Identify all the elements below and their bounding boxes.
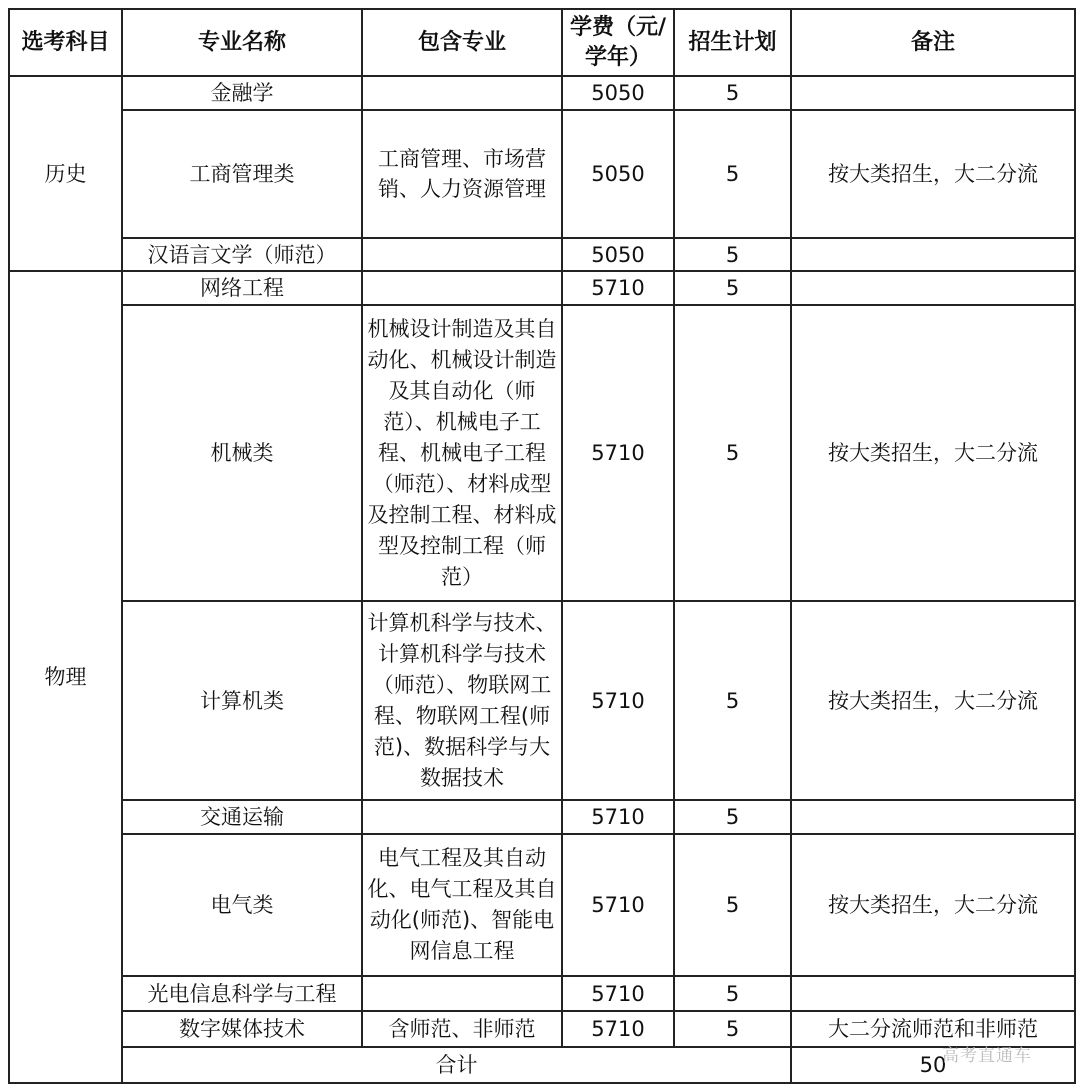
tuition-cell: 5710 <box>562 800 674 834</box>
tuition-cell: 5710 <box>562 305 674 601</box>
major-cell: 光电信息科学与工程 <box>122 976 362 1011</box>
plan-cell: 5 <box>674 1011 791 1047</box>
includes-cell <box>362 238 562 271</box>
table-row <box>9 601 1075 800</box>
includes-cell <box>362 800 562 834</box>
header-row <box>9 9 1075 76</box>
includes-cell <box>362 76 562 110</box>
subject-cell: 物理 <box>9 271 122 1083</box>
table-row <box>9 271 1075 305</box>
includes-cell: 工商管理、市场营销、人力资源管理 <box>362 110 562 238</box>
includes-cell <box>362 976 562 1011</box>
tuition-cell: 5050 <box>562 76 674 110</box>
note-cell <box>791 76 1075 110</box>
subject-cell: 历史 <box>9 76 122 271</box>
watermark: 高考直通车 <box>942 1046 1032 1066</box>
table-row <box>9 238 1075 271</box>
plan-cell: 5 <box>674 800 791 834</box>
major-cell: 汉语言文学（师范） <box>122 238 362 271</box>
major-cell: 金融学 <box>122 76 362 110</box>
tuition-cell: 5710 <box>562 601 674 800</box>
table-row <box>9 976 1075 1011</box>
includes-cell: 机械设计制造及其自动化、机械设计制造及其自动化（师范）、机械电子工程、机械电子工程（师范）、材料成型及控制工程、材料成型及控制工程（师范） <box>362 305 562 601</box>
plan-cell: 5 <box>674 976 791 1011</box>
note-cell <box>791 800 1075 834</box>
note-cell: 按大类招生，大二分流 <box>791 601 1075 800</box>
includes-cell: 电气工程及其自动化、电气工程及其自动化(师范)、智能电网信息工程 <box>362 834 562 976</box>
table-row <box>9 800 1075 834</box>
major-cell: 交通运输 <box>122 800 362 834</box>
table-row <box>9 834 1075 976</box>
note-cell <box>791 271 1075 305</box>
total-plan: 50 <box>791 1047 1075 1083</box>
tuition-cell: 5050 <box>562 110 674 238</box>
admission-plan-table <box>8 8 1076 1084</box>
header-tuition: 学费（元/学年） <box>562 9 674 76</box>
table-row <box>9 1011 1075 1047</box>
tuition-cell: 5710 <box>562 1011 674 1047</box>
header-note: 备注 <box>791 9 1075 76</box>
header-subject: 选考科目 <box>9 9 122 76</box>
major-cell: 网络工程 <box>122 271 362 305</box>
plan-cell: 5 <box>674 271 791 305</box>
header-plan: 招生计划 <box>674 9 791 76</box>
plan-cell: 5 <box>674 834 791 976</box>
note-cell <box>791 976 1075 1011</box>
header-major: 专业名称 <box>122 9 362 76</box>
total-row <box>9 1047 1075 1083</box>
major-cell: 机械类 <box>122 305 362 601</box>
plan-cell: 5 <box>674 601 791 800</box>
total-label: 合计 <box>122 1047 791 1083</box>
major-cell: 数字媒体技术 <box>122 1011 362 1047</box>
note-cell: 按大类招生，大二分流 <box>791 110 1075 238</box>
plan-cell: 5 <box>674 305 791 601</box>
major-cell: 工商管理类 <box>122 110 362 238</box>
table-row <box>9 305 1075 601</box>
header-includes: 包含专业 <box>362 9 562 76</box>
note-cell: 按大类招生，大二分流 <box>791 305 1075 601</box>
note-cell <box>791 238 1075 271</box>
table-row <box>9 76 1075 110</box>
plan-cell: 5 <box>674 238 791 271</box>
tuition-cell: 5050 <box>562 238 674 271</box>
table-row <box>9 110 1075 238</box>
plan-cell: 5 <box>674 76 791 110</box>
tuition-cell: 5710 <box>562 976 674 1011</box>
tuition-cell: 5710 <box>562 271 674 305</box>
includes-cell: 计算机科学与技术、计算机科学与技术（师范）、物联网工程、物联网工程(师范)、数据科学与大数据技术 <box>362 601 562 800</box>
includes-cell: 含师范、非师范 <box>362 1011 562 1047</box>
major-cell: 电气类 <box>122 834 362 976</box>
tuition-cell: 5710 <box>562 834 674 976</box>
note-cell: 大二分流师范和非师范 <box>791 1011 1075 1047</box>
includes-cell <box>362 271 562 305</box>
major-cell: 计算机类 <box>122 601 362 800</box>
plan-cell: 5 <box>674 110 791 238</box>
note-cell: 按大类招生，大二分流 <box>791 834 1075 976</box>
